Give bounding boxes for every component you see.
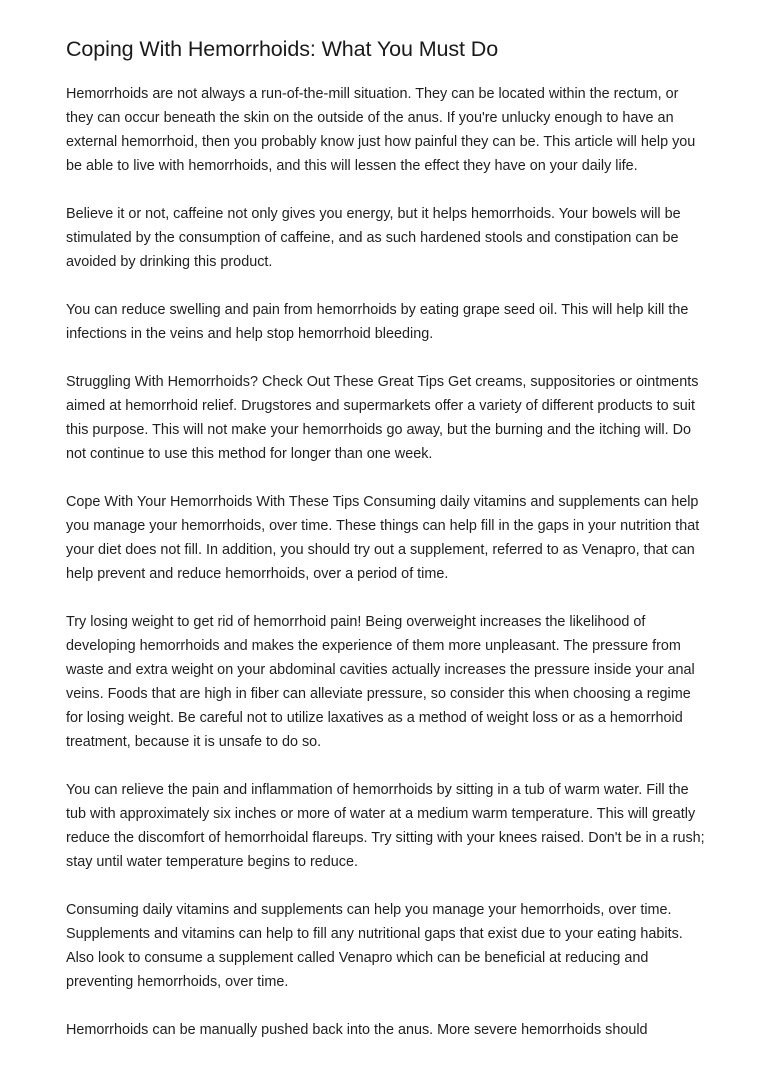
paragraph-supplements: Consuming daily vitamins and supplements can help you manage your hemorrhoids, over time. Supplements and vitamins can help to fill any nutritional gaps that exist due to your eating habits. Also look to consume a supplement called Venapro which can be beneficial at reducing and preventing hemorrhoids, over time. <box>66 902 683 990</box>
paragraph-grape-seed-oil: You can reduce swelling and pain from hemorrhoids by eating grape seed oil. This will help kill the infections in the veins and help stop hemorrhoid bleeding. <box>66 302 689 342</box>
paragraph-vitamins-venapro: Cope With Your Hemorrhoids With These Tips Consuming daily vitamins and supplements can help you manage your hemorrhoids, over time. These things can help fill in the gaps in your nutrition that your diet does not fill. In addition, you should try out a supplement, referred to as Venapro, that can help prevent and reduce hemorrhoids, over a period of time. <box>66 494 700 582</box>
document-page <box>66 34 706 1066</box>
paragraph-intro: Hemorrhoids are not always a run-of-the-mill situation. They can be located within the rectum, or they can occur beneath the skin on the outside of the anus. If you're unlucky enough to have an external hemorrhoid, then you probably know just how painful they can be. This article will help you be able to live with hemorrhoids, and this will lessen the effect they have on your daily life. <box>66 86 696 174</box>
paragraph-losing-weight: Try losing weight to get rid of hemorrhoid pain! Being overweight increases the likelihood of developing hemorrhoids and makes the experience of them more unpleasant. The pressure from waste and extra weight on your abdominal cavities actually increases the pressure inside your anal veins. Foods that are high in fiber can alleviate pressure, so consider this when choosing a regime for losing weight. Be careful not to utilize laxatives as a method of weight loss or as a hemorrhoid treatment, because it is unsafe to do so. <box>66 614 695 750</box>
paragraph-warm-water: You can relieve the pain and inflammation of hemorrhoids by sitting in a tub of warm water. Fill the tub with approximately six inches or more of water at a medium warm temperature. This will greatly reduce the discomfort of hemorrhoidal flareups. Try sitting with your knees raised. Don't be in a rush; stay until water temperature begins to reduce. <box>66 782 705 870</box>
paragraph-caffeine: Believe it or not, caffeine not only gives you energy, but it helps hemorrhoids. Your bowels will be stimulated by the consumption of caffeine, and as such hardened stools and constipation can be avoided by drinking this product. <box>66 206 681 270</box>
page-title: Coping With Hemorrhoids: What You Must Do <box>66 37 499 61</box>
paragraph-creams: Struggling With Hemorrhoids? Check Out These Great Tips Get creams, suppositories or ointments aimed at hemorrhoid relief. Drugstores and supermarkets offer a variety of different products to suit this purpose. This will not make your hemorrhoids go away, but the burning and the itching will. Do not continue to use this method for longer than one week. <box>66 374 699 462</box>
paragraph-manual-push: Hemorrhoids can be manually pushed back into the anus. More severe hemorrhoids should <box>66 1022 648 1038</box>
